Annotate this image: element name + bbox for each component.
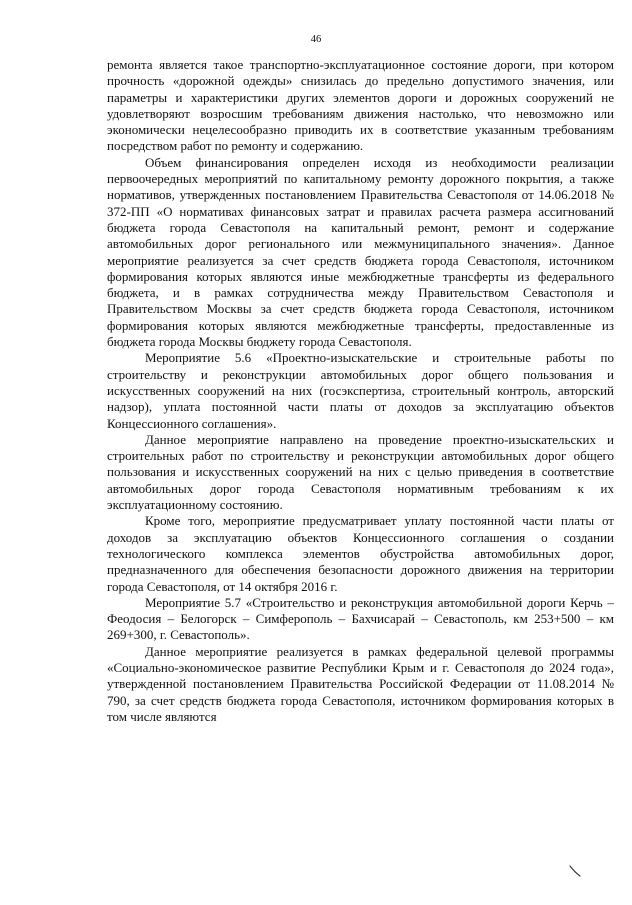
paragraph-concession-payment: Кроме того, мероприятие предусматривает уплату постоянной части платы от доходов за эксплуатацию объектов Концессионного соглашения о создании технологического комплекса элементов обустройства автомобильных дорог, предназначенного для обеспечения безопасности дорожного движения на территории города Севастополя, от 14 октября 2016 г. bbox=[107, 513, 614, 594]
paragraph-financing-volume: Объем финансирования определен исходя из необходимости реализации первоочередных мероприятий по капитальному ремонту дорожного покрытия, а также нормативов, утвержденных постановлением Правительства Севастополя от 14.06.2018 № 372-ПП «О нормативах финансовых затрат и правилах расчета размера ассигнований бюджета города Севастополя на капитальный ремонт, ремонт и содержание автомобильных дорог регионального или межмуниципального значения». Данное мероприятие реализуется за счет средств бюджета города Севастополя, источником формирования которых являются иные межбюджетные трансферты из федерального бюджета, и в рамках сотрудничества между Правительством Севастополя и Правительством Москвы за счет средств бюджета города Севастополя, источником формирования которых являются межбюджетные трансферты, предоставленные из бюджета города Москвы бюджету города Севастополя. bbox=[107, 154, 614, 350]
document-body bbox=[107, 57, 614, 725]
paragraph-measure-5-6: Мероприятие 5.6 «Проектно-изыскательские и строительные работы по строительству и реконструкции автомобильных дорог общего пользования и искусственных сооружений на них (госэкспертиза, строительный контроль, авторский надзор), уплата постоянной части платы от доходов за эксплуатацию объектов Концессионного соглашения». bbox=[107, 350, 614, 431]
pen-stroke-mark bbox=[568, 864, 582, 878]
paragraph-federal-program: Данное мероприятие реализуется в рамках федеральной целевой программы «Социально-экономическое развитие Республики Крым и г. Севастополя до 2024 года», утвержденной постановлением Правительства Российской Федерации от 11.08.2014 № 790, за счет средств бюджета города Севастополя, источником формирования которых в том числе являются bbox=[107, 643, 614, 724]
paragraph-repair-condition: ремонта является такое транспортно-эксплуатационное состояние дороги, при котором прочность «дорожной одежды» снизилась до предельно допустимого значения, или параметры и характеристики других элементов дороги и дорожных сооружений не удовлетворяют возросшим требованиям движения настолько, что невозможно или экономически нецелесообразно приводить их в соответствие указанным требованиям посредством работ по ремонту и содержанию. bbox=[107, 57, 614, 154]
paragraph-measure-5-7: Мероприятие 5.7 «Строительство и реконструкция автомобильной дороги Керчь – Феодосия – Белогорск – Симферополь – Бахчисарай – Севастополь, км 253+500 – км 269+300, г. Севастополь». bbox=[107, 594, 614, 643]
page-number: 46 bbox=[310, 34, 322, 45]
paragraph-measure-5-6-purpose: Данное мероприятие направлено на проведение проектно-изыскательских и строительных работ по строительству и реконструкции автомобильных дорог общего пользования и искусственных сооружений на них с целью приведения в соответствие автомобильных дорог города Севастополя нормативным требованиям к их эксплуатационному состоянию. bbox=[107, 431, 614, 513]
